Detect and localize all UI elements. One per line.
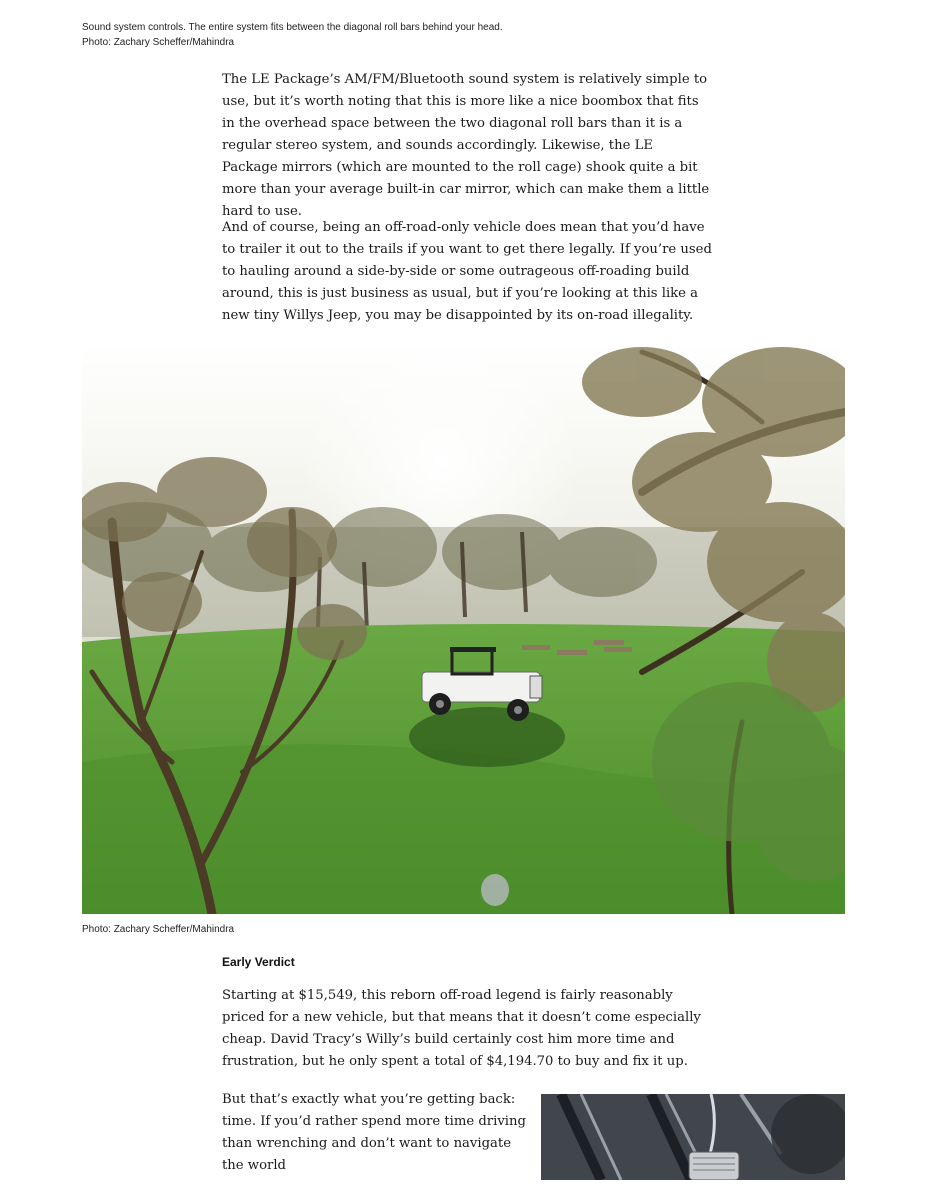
- roxor-meadow-photo: [82, 342, 845, 914]
- article-paragraph-sound-system: The LE Package’s AM/FM/Bluetooth sound system is relatively simple to use, but it’s worth noting that this is more like a nice boombox that fits in the overhead space between the two diagonal roll bars than it is a regular stereo system, and sounds accordingly. Likewise, the LE Package mirrors (which are mounted to the roll cage) shook quite a bit more than your average built-in car mirror, which can make them a little hard to use.: [222, 72, 710, 219]
- top-caption-description: Sound system controls. The entire system fits between the diagonal roll bars behind your head.: [82, 22, 503, 33]
- section-heading: Early Verdict: [222, 955, 295, 969]
- article-paragraph-time: But that’s exactly what you’re getting back: time. If you’d rather spend more time driving than wrenching and don’t want to navigate the world: [222, 1092, 526, 1173]
- article-paragraph-off-road: And of course, being an off-road-only vehicle does mean that you’d have to trailer it out to the trails if you want to get there legally. If you’re used to hauling around a side-by-side or some outrageous off-roading build around, this is just business as usual, but if you’re looking at this like a new tiny Willys Jeep, you may be disappointed by its on-road illegality.: [222, 220, 712, 323]
- article-paragraph-price: Starting at $15,549, this reborn off-road legend is fairly reasonably priced for a new vehicle, but that means that it doesn’t come especially cheap. David Tracy’s Willy’s build certainly cost him more time and frustration, but he only spent a total of $4,194.70 to buy and fix it up.: [222, 988, 701, 1069]
- top-caption-credit: Photo: Zachary Scheffer/Mahindra: [82, 37, 235, 48]
- top-photo-caption: [82, 20, 682, 50]
- main-photo-credit: Photo: Zachary Scheffer/Mahindra: [82, 924, 235, 935]
- pedal-photo: [541, 1094, 845, 1180]
